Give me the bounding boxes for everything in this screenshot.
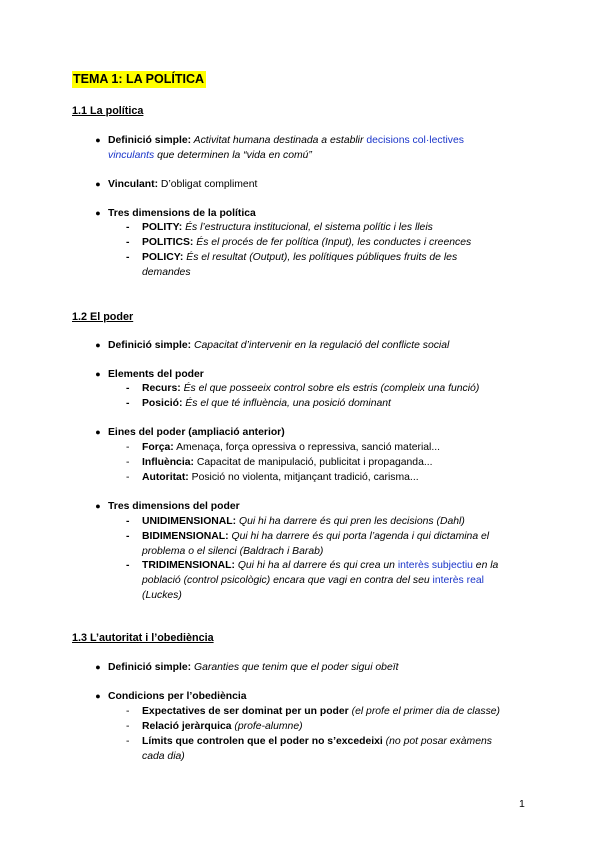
document-page: TEMA 1: LA POLÍTICA 1.1 La política ● Definició simple: Activitat humana destinada a establir decisions col·lectives vinculants que determinen la “vida en comú” ● Vinculant: D’obligat compliment ● Tres dimensions de la política - POLITY: És l’estructura institucional, el sistema polític i les lleis - POLITICS: És el procés de fer política (Input), les conductes i creences - POLICY: És el resultat (Output), les polítiques públiques fruits de les demandes 1.2 El poder ● Definició simple: Capacitat d’intervenir en la regulació del conflicte social ● Elements del poder - Recurs: És el que posseeix control sobre els estris (compleix una funció) - Posició: És el que té influència, una posició dominant ● Eines del poder (ampliació anterior) - Força: Amenaça, força opressiva o repressiva, sanció material... - Influència: Capacitat de manipulació, publicitat i propaganda... - Autoritat: Posició no violenta, mitjançant tradició, carisma... ● Tres dimensions del poder - UNIDIMENSIONAL: Qui hi ha darrere és qui pren les decisions (Dahl) - BIDIMENSIONAL: Qui hi ha darrere és qui porta l’agenda i qui dictamina el problema o el silenci (Baldrach i Barab) - TRIDIMENSIONAL: Qui hi ha al darrere és qui crea un interès subjectiu en la població (control psicològic) encara que vagi en contra del seu interès real (Luckes) 1.3 L’autoritat i l’obediència ● Definició simple: Garanties que tenim que el poder sigui obeït ● Condicions per l’obediència - Expectatives de ser dominat per un poder (el profe el primer dia de classe) - Relació jeràrquica (profe-alumne) - Límits que controlen que el poder no s’excedeixi (no pot posar exàmens cada dia) 1 (72, 72, 525, 810)
square-bullet-icon: - (126, 516, 130, 527)
page-number: 1 (519, 798, 525, 810)
section-heading-1-1: 1.1 La política (72, 105, 144, 117)
link[interactable]: decisions col·lectives (366, 135, 464, 146)
square-bullet-icon: - (126, 398, 130, 409)
section-heading-1-3: 1.3 L’autoritat i l’obediència (72, 632, 214, 644)
bullet-icon: ● (95, 501, 101, 511)
dash-bullet-icon: - (126, 472, 130, 483)
page-title: TEMA 1: LA POLÍTICA (73, 72, 205, 86)
dash-bullet-icon: - (126, 457, 130, 468)
square-bullet-icon: - (126, 237, 130, 248)
link[interactable]: interès subjectiu (397, 560, 473, 571)
bullet-icon: ● (95, 135, 101, 145)
bullet-icon: ● (95, 340, 101, 350)
bullet-icon: ● (95, 691, 101, 701)
bullet-icon: ● (95, 179, 101, 189)
square-bullet-icon: - (126, 222, 130, 233)
square-bullet-icon: - (126, 252, 130, 263)
bullet-icon: ● (95, 427, 101, 437)
section-heading-1-2: 1.2 El poder (72, 311, 134, 323)
dash-bullet-icon: - (126, 721, 130, 732)
bullet-icon: ● (95, 369, 101, 379)
bullet-icon: ● (95, 208, 101, 218)
dash-bullet-icon: - (126, 706, 130, 717)
square-bullet-icon: - (126, 531, 130, 542)
square-bullet-icon: - (126, 560, 130, 571)
bullet-icon: ● (95, 662, 101, 672)
dash-bullet-icon: - (126, 442, 130, 453)
square-bullet-icon: - (126, 383, 130, 394)
link[interactable]: vinculants (108, 150, 155, 161)
dash-bullet-icon: - (126, 736, 130, 747)
link[interactable]: interès real (432, 575, 484, 586)
